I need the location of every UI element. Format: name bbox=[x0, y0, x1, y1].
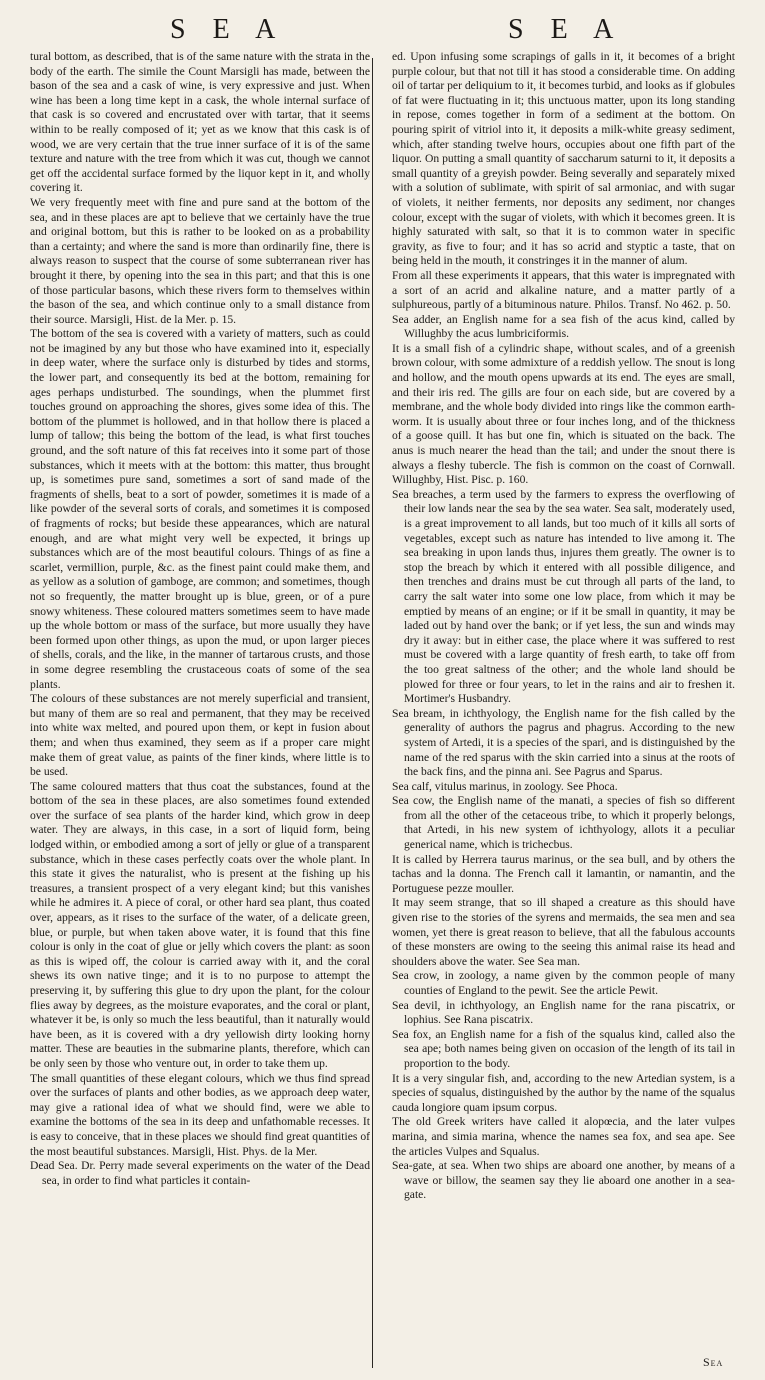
paragraph: The colours of these substances are not merely superficial and transient, but many of them are so real and permanent, that they may be received into white wax melted, and poured upon them, or kept in fusion about them; and when thus examined, they seem as if a proper care might make them of great value, as paints of the finer kinds, where little is to be used. bbox=[30, 692, 370, 779]
dictionary-entry: Sea bream, in ichthyology, the English name for the fish called by the generality of authors the pagrus and phagrus. According to the new system of Artedi, it is a species of the spari, and is distinguished by the name of the red sparus with the skin carried into a sinus at the roots of the back fins, and the pinna ani. See Pagrus and Sparus. bbox=[392, 706, 735, 779]
right-column bbox=[392, 50, 735, 1370]
paragraph: It is called by Herrera taurus marinus, or the sea bull, and by others the tachas and la donna. The French call it lamantin, or namantin, and the Portuguese pezze mouller. bbox=[392, 852, 735, 895]
paragraph: The old Greek writers have called it alopœcia, and the later vulpes marina, and simia marina, whence the names sea fox, and sea ape. See the articles Vulpes and Squalus. bbox=[392, 1115, 735, 1158]
paragraph: The small quantities of these elegant colours, which we thus find spread over the surfaces of plants and other bodies, as we approach deep water, may give a rational idea of what we should find, were we able to examine the bottoms of the sea in its deep and unfathomable recesses. It is easy to conceive, that in these places we should find great quantities of the most beautiful substances. Marsigli, Hist. Phys. de la Mer. bbox=[30, 1071, 370, 1158]
left-column bbox=[30, 50, 370, 1370]
paragraph: From all these experiments it appears, that this water is impregnated with a sort of an acrid and alkaline nature, and a matter partly of a sulphureous, partly of a bituminous nature. Philos. Transf. No 462. p. 50. bbox=[392, 268, 735, 312]
column-divider bbox=[372, 58, 373, 1368]
dictionary-entry: Sea adder, an English name for a sea fish of the acus kind, called by Willughby the acus lumbriciformis. bbox=[392, 312, 735, 341]
running-head bbox=[0, 14, 765, 48]
paragraph: tural bottom, as described, that is of the same nature with the strata in the body of the earth. The simile the Count Marsigli has made, between the bason of the sea and a cask of wine, is very expressive and just. When wine has been a long time kept in a cask, the whole internal surface of that cask is so covered and encrustated over with tartar, that it seems within to be really composed of it; yet as we know that this cask is of wood, we are very certain that the true inner surface of it is of the same texture and nature with the tree from which it was cut, though we cannot get off the accidental surface formed by the liquor kept in it, and wholly covering it. bbox=[30, 50, 370, 195]
catchword: Sea bbox=[703, 1355, 724, 1369]
dictionary-entry: Sea breaches, a term used by the farmers to express the overflowing of their low lands near the sea by the sea water. Sea salt, moderately used, is a great improvement to all lands, but too much of it kills all sorts of vegetables, except such as nature has intended to live among it. The sea breaking in upon lands thus, injures them greatly. The owner is to stop the breach by which it entered with all possible diligence, and then trenches and drains must be cut through all parts of the land, to carry the salt water into some one low place, from which it may be emptied by means of an engine; or if it be small in quantity, it may be laded out by hand over the bank; or if yet less, the sun and winds may dry it away: but in either case, the place where it was suffered to rest must be covered with a large quantity of fresh earth, to take off from the too great saltness of the other; and the whole land should be plowed for three or four years, to let in the rains and air to freshen it. Mortimer's Husbandry. bbox=[392, 487, 735, 706]
paragraph: It may seem strange, that so ill shaped a creature as this should have given rise to the stories of the syrens and mermaids, the sea men and sea women, yet there is great reason to believe, that all the fabulous accounts of these monsters are owing to the seeing this animal raise its head and shoulders above the water. See Sea man. bbox=[392, 896, 735, 968]
dictionary-entry: Dead Sea. Dr. Perry made several experiments on the water of the Dead sea, in order to find what particles it contain- bbox=[30, 1159, 370, 1187]
paragraph: It is a small fish of a cylindric shape, without scales, and of a greenish brown colour, with some admixture of a reddish yellow. The snout is long and hollow, and the mouth opens upwards at its end. The eyes are small, and their iris red. The gills are four on each side, but are covered by a membrane, and the whole body divided into rings like the common earth-worm. It is usually about three or four inches long, and of the thickness of a goose quill. It has but one fin, which is situated on the back. The anus is much nearer the head than the tail; and under the snout there is always a fleshy tubercle. The fish is common on the coast of Cornwall. Willughby, Hist. Pisc. p. 160. bbox=[392, 341, 735, 487]
dictionary-entry: Sea-gate, at sea. When two ships are aboard one another, by means of a wave or billow, the seamen say they lie aboard one another in a sea-gate. bbox=[392, 1159, 735, 1202]
paragraph: The same coloured matters that thus coat the substances, found at the bottom of the sea in these places, are also sometimes found extended over the surface of sea plants of the harder kind, which grow in deep water. They are always, in this case, in a sort of liquid form, being lodged within, or embodied among a sort of jelly or glue of a transparent substance, which in these cases perfectly coats over the whole plant. In this state it gives the naturalist, who is present at the fishing up his treasures, a transient prospect of a very elegant kind; but this vanishes while he admires it. A piece of coral, or other hard sea plant, thus coated over, appears, as it rises to the surface of the water, of a delicate green, blue, or purple, but when taken above water, it is found that this fine colour is only in the coat of glue or jelly which covers the plant: as soon as this is wiped off, the colour is carried away with it, and the coral shews its own native tinge; and it is to no purpose to attempt the preserving it, by suffering this glue to dry upon the plant, for the colour flies away by degrees, as the moisture evaporates, and the coral or plant, whatever it be, is only so much the less beautiful, than it naturally would have been, as it is covered with a dry yellowish dirty looking horny matter. These are beauties in the submarine plants, therefore, which can be only seen by those who venture out, in order to take them up. bbox=[30, 779, 370, 1070]
dictionary-entry: Sea crow, in zoology, a name given by the common people of many counties of England to the pewit. See the article Pewit. bbox=[392, 969, 735, 997]
dictionary-entry: Sea cow, the English name of the manati, a species of fish so different from all the other of the cetaceous tribe, to which it properly belongs, that Artedi, in his new system of ichthyology, allots it a peculiar generical name, which is trichecbus. bbox=[392, 794, 735, 852]
header-right: S E A bbox=[508, 14, 624, 45]
dictionary-entry: Sea fox, an English name for a fish of the squalus kind, called also the sea ape; both names being given on occasion of the length of its tail in proportion to the body. bbox=[392, 1027, 735, 1070]
dictionary-entry: Sea calf, vitulus marinus, in zoology. See Phoca. bbox=[392, 779, 618, 793]
dictionary-entry: Sea devil, in ichthyology, an English name for the rana piscatrix, or lophius. See Rana piscatrix. bbox=[392, 998, 735, 1027]
paragraph: ed. Upon infusing some scrapings of galls in it, it becomes of a bright purple colour, but that not till it has stood a considerable time. On adding oil of tartar per deliquium to it, it becomes turbid, and looks as if globules of fat were fluctuating in it; this unctuous matter, upon its long standing in repose, comes together in form of a sediment at the bottom. On pouring spirit of vitriol into it, it deposits a milk-white greasy sediment, which, after standing twelve hours, occupies about one fifth part of the liquor. On putting a small quantity of saccharum saturni to it, it deposits a small quantity of a greyish powder. Being severally and separately mixed with a solution of sublimate, with spirit of sal armoniac, and with sugar of violets, it neither ferments, nor deposits any sediment, nor changes colour, except with the sugar of violets, with which it becomes green. It is highly saturated with salt, so that it is to common water in specific gravity, as five to four; and it has so acrid and styptic a taste, that on being held in the mouth, it constringes it in the manner of alum. bbox=[392, 50, 735, 268]
paragraph: The bottom of the sea is covered with a variety of matters, such as could not be imagined by any but those who have examined into it, especially in deep water, where the surface only is disturbed by tides and storms, the lower part, and consequently its bed at the bottom, remaining for ages perhaps undisturbed. The soundings, when the plummet first touches ground on approaching the shores, gives some idea of this. The bottom of the plummet is hollowed, and in that hollow there is placed a lump of tallow; this being the bottom of the lead, is what first touches ground, and the soft nature of this fat receives into it some part of those substances, which it meets with at the bottom: this matter, thus brought up, is sometimes pure sand, sometimes a sort of sand made of the fragments of shells, beat to a sort of powder, sometimes it is made of a like powder of the several sorts of corals, and sometimes it is composed of fragments of rocks; but beside these appearances, which are natural enough, and are what might very well be expected, it brings up substances which are of the most beautiful colours. Things of as fine a scarlet, vermillion, purple, &c. as the finest paint could make them, and as yellow as a solution of gamboge, are common; and sometimes, though not so frequently, the matter brought up is blue, green, or of a pure snowy whiteness. These coloured matters sometimes seem to have made up the whole bottom or mass of the surface, but more usually they have been formed upon other things, as upon the mud, or upon larger pieces of shells, corals, and the like, in the manner of tartarous crusts, and those in some degree resembling the crustaceous coats of some of the sea plants. bbox=[30, 327, 370, 691]
paragraph: It is a very singular fish, and, according to the new Artedian system, is a species of squalus, distinguished by the author by the name of the squalus cauda longiore quam ipsum corpus. bbox=[392, 1071, 735, 1114]
header-left: S E A bbox=[170, 14, 286, 45]
paragraph: We very frequently meet with fine and pure sand at the bottom of the sea, and in these places are apt to believe that we certainly have the true and original bottom, but this is rather to be looked on as a probability than a certainty; and where the sand is more than ordinarily fine, there is always reason to suspect that the course of some subterranean river has brought it there, by opening into the sea in this part; and that this is one of those particular basons, which these rivers form to themselves within the bason of the sea, and which continue only to a small distance from their source. Marsigli, Hist. de la Mer. p. 15. bbox=[30, 195, 370, 326]
